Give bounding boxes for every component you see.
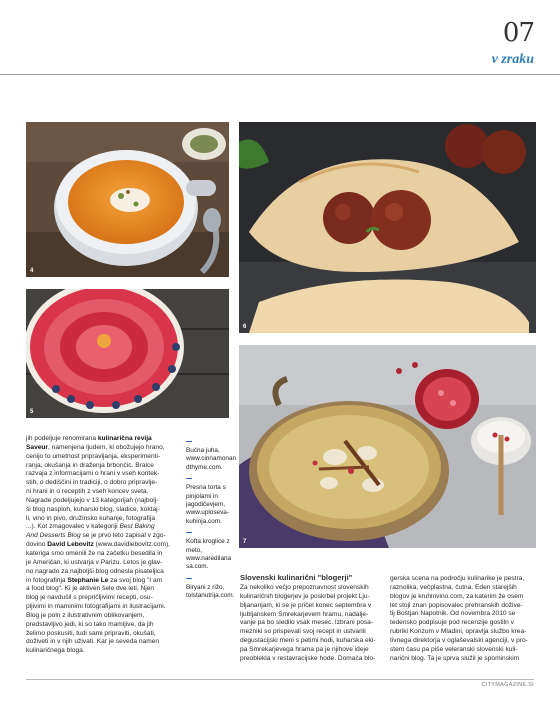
caption-item bbox=[186, 478, 236, 526]
text-line: rubriki Konzum v Mladini, opravlja službo krea- bbox=[390, 628, 527, 636]
text-line: vanje pa bo sledilo vsak mesec. Izbrani posa- bbox=[240, 619, 374, 627]
bold-term: Stephanie Le bbox=[67, 576, 109, 584]
text-line: let stoji znan popisovalec prehranskih dožive- bbox=[390, 601, 523, 609]
figure-number: 6 bbox=[243, 324, 247, 330]
italic-term: And Desserts Blog bbox=[26, 532, 81, 540]
text-line: Nagrade podeljujejo v 13 kategorijah (najbolj- bbox=[26, 496, 159, 504]
caption-url[interactable]: www.uploseva-kuhinja.com. bbox=[186, 509, 229, 525]
caption-item bbox=[186, 441, 236, 472]
photo-couscous bbox=[239, 345, 536, 548]
caption-marker bbox=[186, 478, 192, 479]
box-title: Slovenski kulinarični "blogerji" bbox=[240, 573, 353, 582]
text-line: preoblekla v restavracijske hode. Domača blo- bbox=[240, 654, 376, 662]
text-line: ni hrani in o receptih z vseh koncev sveta. bbox=[26, 488, 149, 496]
text-line: in fotografinja bbox=[26, 576, 68, 584]
caption-url[interactable]: www.cinnamonan dthyme.com. bbox=[186, 455, 237, 471]
bold-term: Saveur bbox=[26, 443, 48, 451]
footer-site: CITYMAGAZINE.SI bbox=[481, 682, 534, 688]
section-title: v zraku bbox=[491, 52, 534, 67]
photo-soup bbox=[26, 122, 229, 277]
text-line: gerska scena na področju kulinarike je pestra, bbox=[390, 575, 525, 582]
caption-label: Presna torta s pinjolami in jagodičevjem, bbox=[186, 484, 226, 509]
text-line: je Američan, ki ustvarja v Parizu. Letos je glav- bbox=[26, 558, 163, 566]
text-line: , namenjena ljudem, ki obožujejo hrano, bbox=[48, 443, 165, 451]
text-line: doživeti in v njih uživati. Kar je seveda namen bbox=[26, 638, 160, 646]
text-line: ljubljanskem Smrekarjevem hramu, nadalje- bbox=[240, 610, 369, 618]
text-line: Blog je poln z ilustrativnim oblikovanjem, bbox=[26, 611, 145, 619]
caption-marker bbox=[186, 578, 192, 579]
figure-number: 5 bbox=[30, 409, 34, 415]
caption-label: Biryani z rižo, bbox=[186, 583, 225, 591]
caption-marker bbox=[186, 441, 192, 442]
text-line: se je prvo leto zapisal v zgo- bbox=[80, 532, 166, 540]
caption-label: Kofta kroglice z meto, bbox=[186, 538, 230, 554]
text-line: raznolika, večplastna, čutna. Eden starejših bbox=[390, 583, 517, 591]
text-line: narični blog. Ta je sprva služil je spominskim bbox=[390, 654, 520, 662]
text-line: ranja, okušanja in draženja brbončic. Bralce bbox=[26, 461, 154, 469]
text-line: dovino bbox=[26, 541, 48, 549]
text-line: kulinaričnih blogerjev je poskrbel projekt Lju- bbox=[240, 592, 370, 600]
photo-tart bbox=[26, 289, 229, 418]
text-line: degustacijski meni s petimi hodi, kuharska eki- bbox=[240, 637, 376, 645]
box-column-2 bbox=[390, 575, 536, 663]
text-line: li, vino in pivo, družinsko kuhanje, fotografija bbox=[26, 514, 156, 522]
text-line: stih, o dediščini in tradiciji, o dobro pripravlje- bbox=[26, 479, 158, 487]
header-rule bbox=[0, 74, 560, 75]
footer-rule bbox=[26, 679, 534, 680]
figure-number: 7 bbox=[243, 539, 247, 545]
bold-term: kulinarična revija bbox=[97, 435, 152, 442]
text-line: razvaja z informacijami o hrani v vseh kontek- bbox=[26, 470, 160, 478]
photo-meatballs bbox=[239, 122, 536, 333]
text-line: pljivimi in maminimi fotografijami in ilustracijami. bbox=[26, 603, 166, 611]
text-line: tij Boštjan Napotnik. Od novembra 2010 se bbox=[390, 610, 516, 618]
text-line: mezniki so prispevali svoj recept in ustvarili bbox=[240, 628, 366, 636]
caption-label: Bučna juha, bbox=[186, 447, 220, 454]
bold-term: David Lebovitz bbox=[47, 541, 94, 549]
box-column-1 bbox=[240, 584, 386, 664]
text-line: (www.davidlebovitz.com), bbox=[93, 541, 171, 549]
text-line: tivnega direktorja v oglaševalski agenciji, v pro- bbox=[390, 636, 528, 644]
text-line: bljananjam, ki se je pričel konec septembra v bbox=[240, 601, 372, 609]
caption-url[interactable]: tolstanutrija.com. bbox=[186, 592, 235, 600]
text-line: blog je navdušil s prepričljivimi recepti, osu- bbox=[26, 594, 153, 602]
text-line: tedensko podpisuje pod recenzije gostiln v bbox=[390, 619, 514, 627]
italic-term: Best Baking bbox=[119, 523, 155, 531]
caption-item bbox=[186, 532, 236, 572]
text-line: za svoj blog "I am bbox=[108, 576, 163, 584]
text-line: želimo poskusiti, tudi sami pripraviti, okušati, bbox=[26, 629, 156, 637]
text-line: no nagrado za najboljši blog odnesla pisateljica bbox=[26, 567, 164, 575]
text-line: stem času pa piše veleranski slovenski kuli- bbox=[390, 645, 518, 653]
text-line: blogov je kruhinvino.com, za katerim že osem bbox=[390, 592, 524, 600]
text-line: jih podeljuje renomirana bbox=[26, 435, 98, 442]
page-number: 07 bbox=[502, 18, 534, 48]
caption-url[interactable]: www.naredilana sa.com. bbox=[186, 555, 232, 571]
text-line: Za nekoliko večjo prepoznavnost slovenskih bbox=[240, 584, 369, 591]
caption-marker bbox=[186, 532, 192, 533]
text-line: pa Smrekarjevega hrama pa je njihove ideje bbox=[240, 645, 369, 653]
text-line: ši blog nasploh, kuharski blog, sladice, koktaj- bbox=[26, 505, 160, 513]
text-line: kateriga smo omenili že na začetku besedila in bbox=[26, 549, 163, 557]
text-line: ...). Kot zmagovalec v kategoriji bbox=[26, 523, 120, 531]
text-line: cenijo to umetnost pripravljanja, eksperimenti- bbox=[26, 452, 161, 460]
text-line: a food blog". Ki je aktiven šele dve leti. Njen bbox=[26, 585, 155, 593]
text-line: predstavljivo jedi, ki so tako mamljive, da jih bbox=[26, 620, 154, 628]
article-body bbox=[26, 435, 180, 656]
photo-captions bbox=[186, 438, 236, 607]
caption-item bbox=[186, 578, 236, 601]
text-line: kulinaričnega bloga. bbox=[26, 647, 85, 655]
figure-number: 4 bbox=[30, 268, 34, 274]
